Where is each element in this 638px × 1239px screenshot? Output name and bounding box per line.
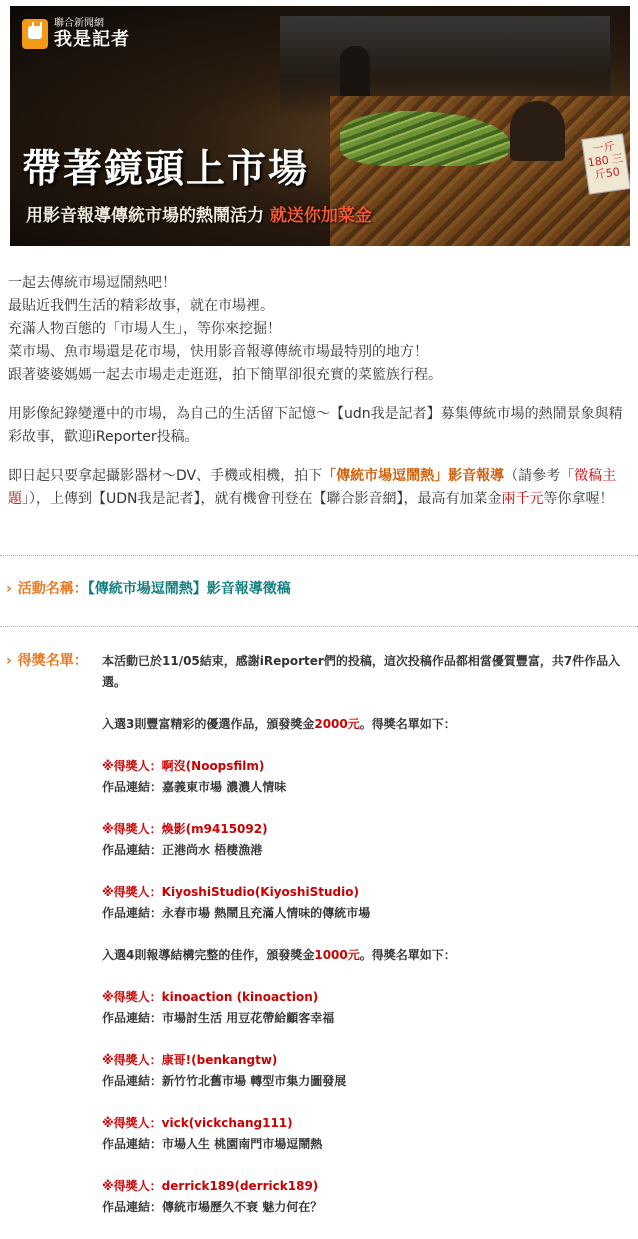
plug-logo-icon: [22, 19, 48, 49]
work-link-label: 作品連結：: [102, 1137, 163, 1151]
work-link-label: 作品連結：: [102, 1074, 163, 1088]
prize-amount: 兩千元: [501, 491, 544, 507]
banner-subtitle-text: 用影音報導傳統市場的熱鬧活力: [26, 206, 264, 226]
intro-paragraph-3: 即日起只要拿起攝影器材～DV、手機或相機，拍下「傳統市場逗鬧熱」影音報導（請參考「徵稿主題」），上傳到【UDN我是記者】，就有機會刊登在【聯合影音網】，最高有加菜金兩千元等你拿喔！: [8, 468, 617, 507]
results-label-row: [6, 650, 88, 670]
winner-entry: [102, 1176, 632, 1218]
activity-name: 【傳統市場逗鬧熱】影音報導徵稿: [87, 581, 291, 597]
banner-title: 帶著鏡頭上市場: [22, 146, 310, 192]
arrow-right-icon: ›: [6, 581, 12, 597]
work-link[interactable]: 傳統市場歷久不衰 魅力何在？: [162, 1200, 323, 1214]
winners-list: [102, 651, 632, 1239]
winner-name: ※得獎人：煥影(m9415092): [102, 822, 268, 836]
results-label: 得獎名單：: [17, 653, 88, 669]
winner-entry: [102, 1050, 632, 1092]
winner-entry: [102, 1113, 632, 1155]
work-link[interactable]: 嘉義東市場 濃濃人情味: [162, 780, 287, 794]
banner-subtitle-highlight: 就送你加菜金: [269, 206, 372, 226]
logo-small-text: 聯合新聞網: [54, 18, 104, 29]
work-link[interactable]: 市場人生 桃園南門市場逗鬧熱: [162, 1137, 323, 1151]
topic-link[interactable]: 徵稿主題: [8, 468, 617, 507]
winner-name: ※得獎人：vick(vickchang111): [102, 1116, 293, 1130]
section-divider: [0, 626, 638, 627]
intro-text: [8, 272, 630, 527]
winner-entry: [102, 819, 632, 861]
winner-entry: [102, 882, 632, 924]
work-link[interactable]: 新竹竹北舊市場 轉型市集力圖發展: [162, 1074, 347, 1088]
winner-name: ※得獎人：啊沒(Noopsfilm): [102, 759, 265, 773]
banner-subtitle: [26, 201, 372, 226]
banner-price-tag: 一斤180 三斤50: [581, 133, 630, 194]
activity-name-row: [6, 578, 291, 598]
group2-heading: 入選4則報導結構完整的佳作，頒發獎金1000元。得獎名單如下：: [102, 948, 456, 962]
work-link-label: 作品連結：: [102, 780, 163, 794]
work-link-label: 作品連結：: [102, 843, 163, 857]
intro-paragraph-1: 一起去傳統市場逗鬧熱吧！ 最貼近我們生活的精彩故事，就在市場裡。 充滿人物百態的「市場人生」，等你來挖掘！ 菜市場、魚市場還是花市場，快用影音報導傳統市場最特別的地方！ 跟著婆婆媽媽一起去市場走走逛逛，拍下簡單卻很充實的菜籃族行程。: [8, 275, 442, 383]
logo-big-text: 我是記者: [54, 29, 130, 50]
section-divider: [0, 555, 638, 556]
winner-entry: [102, 987, 632, 1029]
work-link-label: 作品連結：: [102, 1200, 163, 1214]
arrow-right-icon: ›: [6, 653, 12, 669]
work-link-label: 作品連結：: [102, 906, 163, 920]
activity-label: 活動名稱：: [17, 581, 88, 597]
udn-reporter-logo[interactable]: [22, 16, 130, 52]
winner-name: ※得獎人：KiyoshiStudio(KiyoshiStudio): [102, 885, 359, 899]
results-summary: 本活動已於11/05結束，感謝iReporter們的投稿，這次投稿作品都相當優質豐富，共7件作品入選。: [102, 654, 621, 689]
banner-photo-vendor: [510, 101, 565, 161]
work-link[interactable]: 永春市場 熱鬧且充滿人情味的傳統市場: [162, 906, 371, 920]
intro-paragraph-2: 用影像紀錄變遷中的市場，為自己的生活留下記憶～【udn我是記者】募集傳統市場的熱鬧景象與精彩故事，歡迎iReporter投稿。: [8, 406, 623, 445]
winner-entry: [102, 756, 632, 798]
winner-name: ※得獎人：康哥!(benkangtw): [102, 1053, 278, 1067]
winner-name: ※得獎人：derrick189(derrick189): [102, 1179, 319, 1193]
work-link-label: 作品連結：: [102, 1011, 163, 1025]
work-link[interactable]: 正港尚水 梧棲漁港: [162, 843, 263, 857]
winner-name: ※得獎人：kinoaction (kinoaction): [102, 990, 319, 1004]
work-link[interactable]: 市場討生活 用豆花帶給顧客幸福: [162, 1011, 335, 1025]
campaign-banner: [10, 6, 630, 246]
group1-heading: 入選3則豐富精彩的優選作品，頒發獎金2000元。得獎名單如下：: [102, 717, 456, 731]
topic-highlight: 「傳統市場逗鬧熱」影音報導: [322, 468, 505, 484]
